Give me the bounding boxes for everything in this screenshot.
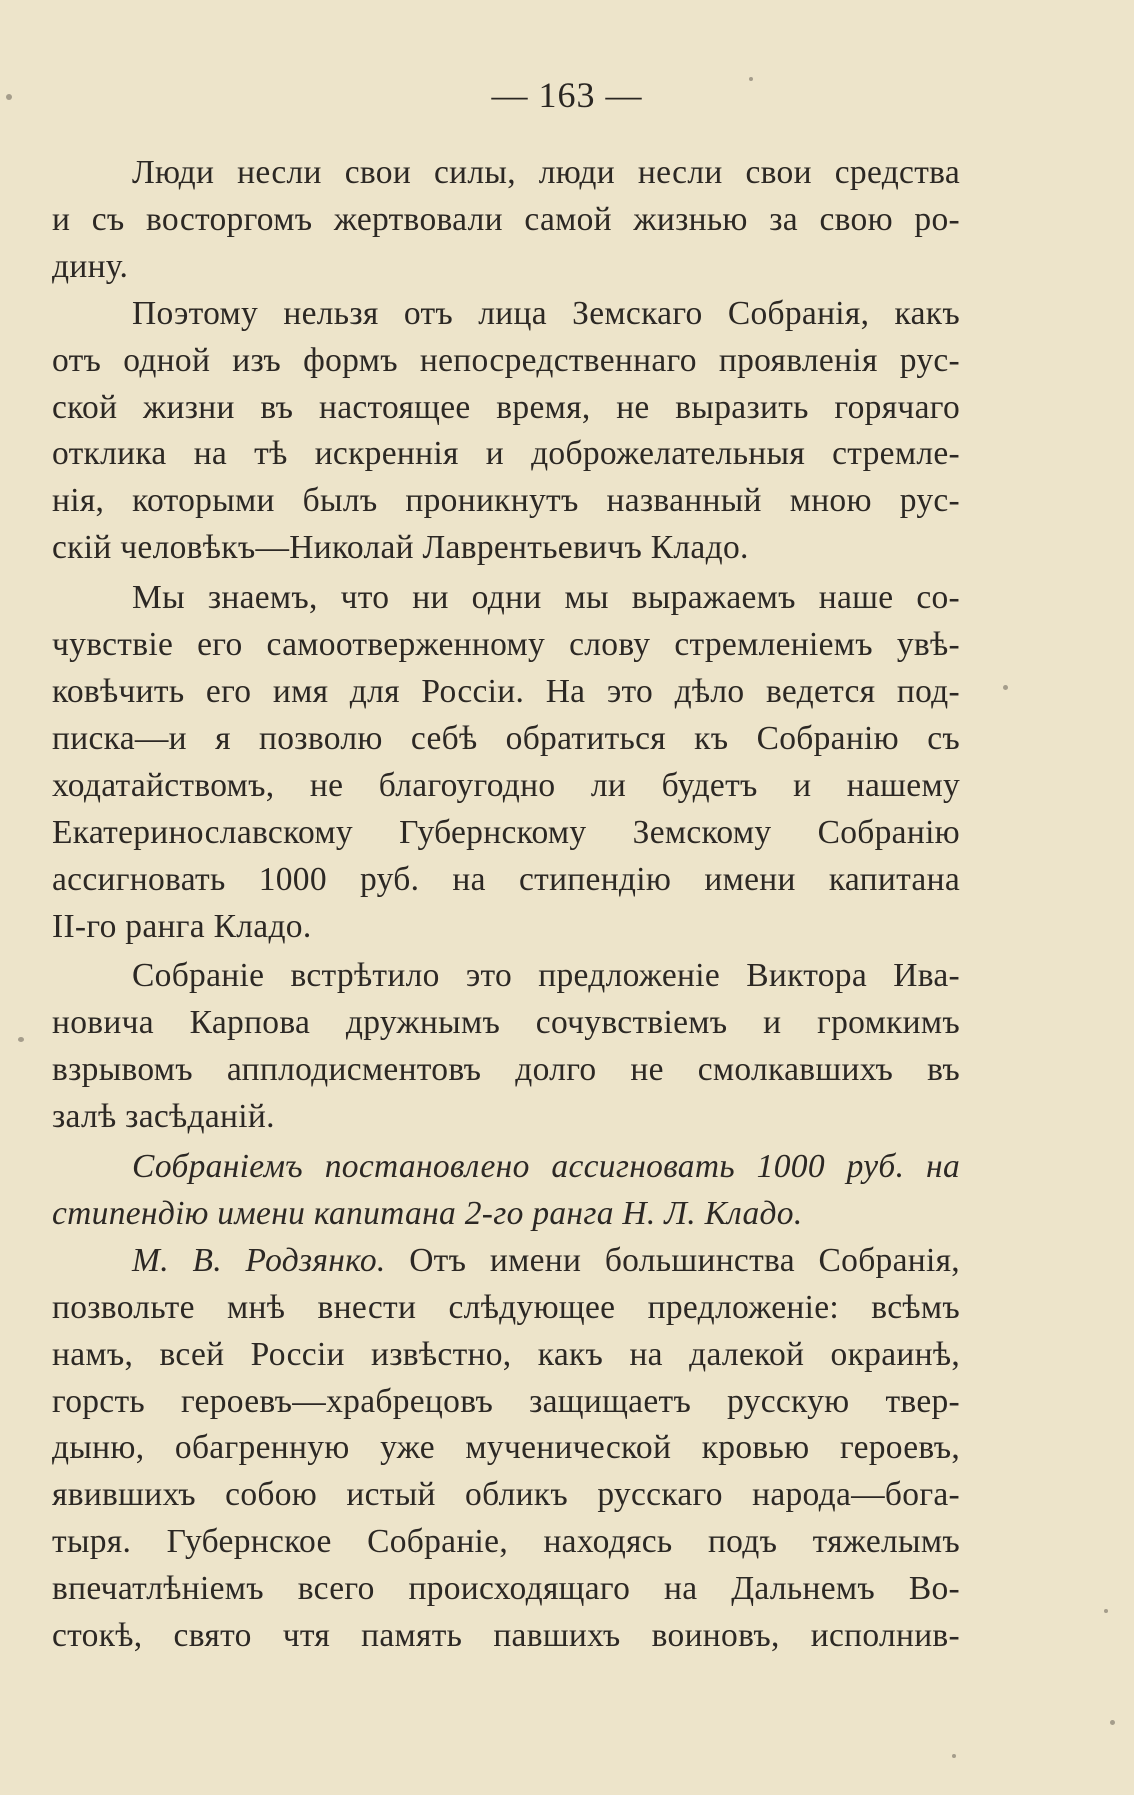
text-line: скій человѣкъ—Николай Лаврентьевичъ Кладо.	[52, 529, 749, 567]
scan-speck	[1003, 685, 1008, 690]
body-text	[52, 150, 960, 1660]
text-line: позвольте мнѣ внести слѣдующее предложеніе: всѣмъ	[52, 1288, 960, 1326]
text-line: Мы знаемъ, что ни одни мы выражаемъ наше со-	[132, 579, 960, 617]
text-line: II-го ранга Кладо.	[52, 907, 312, 945]
text-line: стипендію имени капитана 2-го ранга Н. Л. Кладо.	[52, 1194, 803, 1232]
text-line: дыню, обагренную уже мученической кровью героевъ,	[52, 1429, 960, 1467]
paragraph-1	[52, 150, 960, 291]
text-line: Поэтому нельзя отъ лица Земскаго Собранія, какъ	[132, 294, 960, 332]
text-line: Собраніемъ постановлено ассигновать 1000 руб. на	[132, 1148, 960, 1186]
text-line: стокѣ, свято чтя память павшихъ воиновъ, исполнив-	[52, 1617, 960, 1655]
text-line: залѣ засѣданій.	[52, 1098, 275, 1136]
text-line: дину.	[52, 247, 129, 285]
text-line: явившихъ собою истый обликъ русскаго народа—бога-	[52, 1476, 960, 1514]
page-number: — 163 —	[491, 75, 643, 115]
text-line: впечатлѣніемъ всего происходящаго на Дальнемъ Во-	[52, 1570, 960, 1608]
text-line	[52, 1238, 960, 1285]
text-line: ковѣчить его имя для Россіи. На это дѣло ведется под-	[52, 672, 960, 710]
speaker-name: М. В. Родзянко.	[132, 1241, 386, 1279]
text-line: ассигновать 1000 руб. на стипендію имени капитана	[52, 860, 960, 898]
text-line: и съ восторгомъ жертвовали самой жизнью за свою ро-	[52, 200, 960, 238]
resolution-paragraph	[52, 1144, 960, 1238]
speech-start: Отъ имени большинства Собранія,	[409, 1241, 960, 1279]
text-line: взрывомъ апплодисментовъ долго не смолкавшихъ въ	[52, 1051, 960, 1089]
scan-speck	[749, 77, 753, 81]
text-line: писка—и я позволю себѣ обратиться къ Собранію съ	[52, 719, 960, 757]
text-line: отъ одной изъ формъ непосредственнаго проявленія рус-	[52, 341, 960, 379]
text-line: отклика на тѣ искреннія и доброжелательныя стремле-	[52, 435, 960, 473]
scan-speck	[6, 94, 12, 100]
text-line: новича Карпова дружнымъ сочувствіемъ и громкимъ	[52, 1004, 960, 1042]
text-line: Люди несли свои силы, люди несли свои средства	[132, 154, 960, 191]
speech-paragraph	[52, 1238, 960, 1660]
text-line: чувствіе его самоотверженному слову стремленіемъ увѣ-	[52, 626, 960, 664]
scan-speck	[952, 1754, 956, 1758]
text-line: тыря. Губернское Собраніе, находясь подъ тяжелымъ	[52, 1523, 960, 1561]
scan-speck	[18, 1037, 24, 1042]
text-line: нія, которыми былъ проникнутъ названный мною рус-	[52, 482, 960, 520]
paragraph-3	[52, 575, 960, 950]
paragraph-4	[52, 953, 960, 1141]
text-line: Екатеринославскому Губернскому Земскому Собранію	[52, 813, 960, 851]
text-line: намъ, всей Россіи извѣстно, какъ на далекой окраинѣ,	[52, 1335, 960, 1373]
text-line: Собраніе встрѣтило это предложеніе Виктора Ива-	[132, 957, 960, 995]
text-line: ходатайствомъ, не благоугодно ли будетъ и нашему	[52, 766, 960, 804]
scan-speck	[1104, 1609, 1108, 1613]
text-line: ской жизни въ настоящее время, не выразить горячаго	[52, 388, 960, 426]
paragraph-2	[52, 291, 960, 572]
text-line: горсть героевъ—храбрецовъ защищаетъ русскую твер-	[52, 1382, 960, 1420]
scan-speck	[1110, 1720, 1115, 1725]
